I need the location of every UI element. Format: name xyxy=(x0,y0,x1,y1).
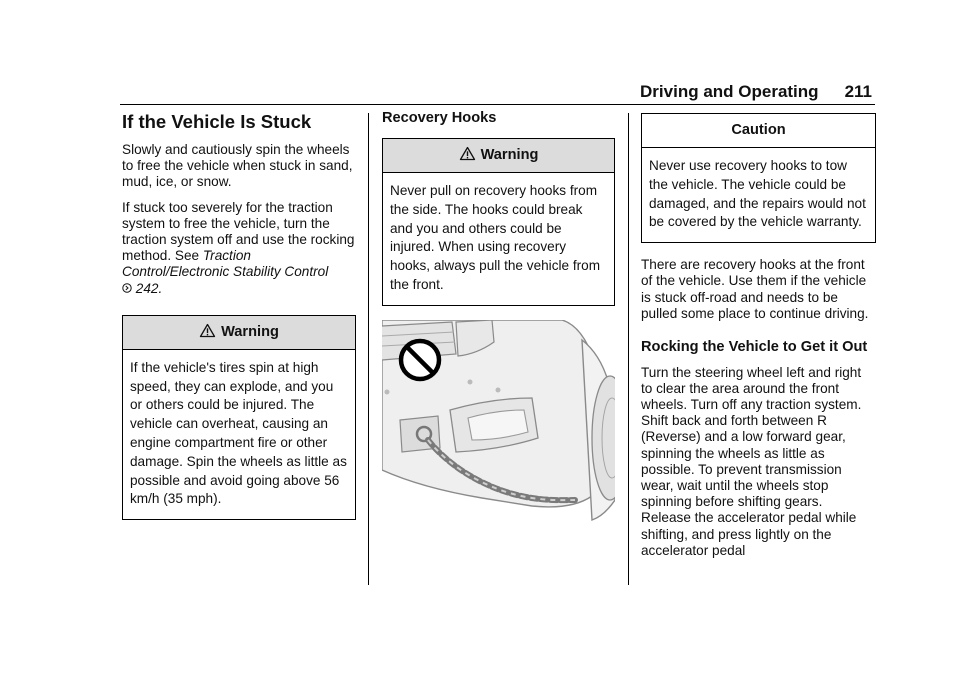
caution-box xyxy=(641,113,876,243)
cross-reference-page[interactable]: 242. xyxy=(135,280,163,296)
page-header xyxy=(640,82,872,102)
warning-header xyxy=(123,316,355,350)
column-3 xyxy=(641,113,876,568)
paragraph-spin-wheels: Slowly and cautiously spin the wheels to free the vehicle when stuck in sand, mud, ice, or snow. xyxy=(122,142,353,190)
page-number: 211 xyxy=(844,82,872,101)
caution-header xyxy=(642,114,875,148)
warning-triangle-icon xyxy=(199,323,221,342)
column-2 xyxy=(382,110,615,546)
warning-text: Never pull on recovery hooks from the side. The hooks could break and you and others could be injured. When using recovery hooks, always pull the vehicle from the front. xyxy=(390,183,601,292)
warning-text: If the vehicle's tires spin at high speed, they can explode, and you or others could be injured. The vehicle can overheat, causing an engine compartment fire or other damage. Spin the wheels as little as possible and avoid going above 56 km/h (35 mph). xyxy=(130,359,347,507)
column-1 xyxy=(122,111,356,534)
warning-label: Warning xyxy=(221,324,279,341)
caution-text: Never use recovery hooks to tow the vehicle. The vehicle could be damaged, and the repairs would not be covered by the vehicle warranty. xyxy=(649,158,866,230)
cross-reference-link[interactable]: Traction Control/Electronic Stability Control xyxy=(122,248,329,280)
warning-triangle-icon xyxy=(459,146,481,165)
caution-label: Caution xyxy=(731,122,786,139)
header-rule xyxy=(120,104,875,105)
recovery-hook-illustration xyxy=(382,320,615,546)
paragraph-text: If stuck too severely for the traction system to free the vehicle, turn the traction system off and use the rocking method. See xyxy=(122,199,355,264)
paragraph-recovery-hooks: There are recovery hooks at the front of the vehicle. Use them if the vehicle is stuck off-road and needs to be pulled some place to continue driving. xyxy=(641,257,869,321)
page-ref-arrow-icon xyxy=(122,281,136,296)
warning-box-recovery xyxy=(382,138,615,306)
prohibited-icon xyxy=(401,341,439,379)
section-title: If the Vehicle Is Stuck xyxy=(122,111,312,132)
rocking-vehicle-title: Rocking the Vehicle to Get it Out xyxy=(641,339,868,355)
paragraph-stuck-severely xyxy=(122,200,356,297)
warning-box-tires xyxy=(122,315,356,520)
paragraph-rocking-method: Turn the steering wheel left and right to clear the area around the front wheels. Turn off any traction system. Shift back and forth between R (Reverse) and a low forward gear, spinning the wheels as little as possible. To prevent transmission wear, wait until the wheels stop spinning before shifting gears. Release the accelerator pedal while shifting, and press lightly on the accelerator pedal xyxy=(641,364,862,558)
warning-label: Warning xyxy=(480,147,539,164)
column-divider-left xyxy=(368,113,369,585)
section-name: Driving and Operating xyxy=(640,82,819,101)
warning-header xyxy=(383,139,614,173)
column-divider-right xyxy=(628,113,629,585)
recovery-hooks-title: Recovery Hooks xyxy=(382,110,497,126)
